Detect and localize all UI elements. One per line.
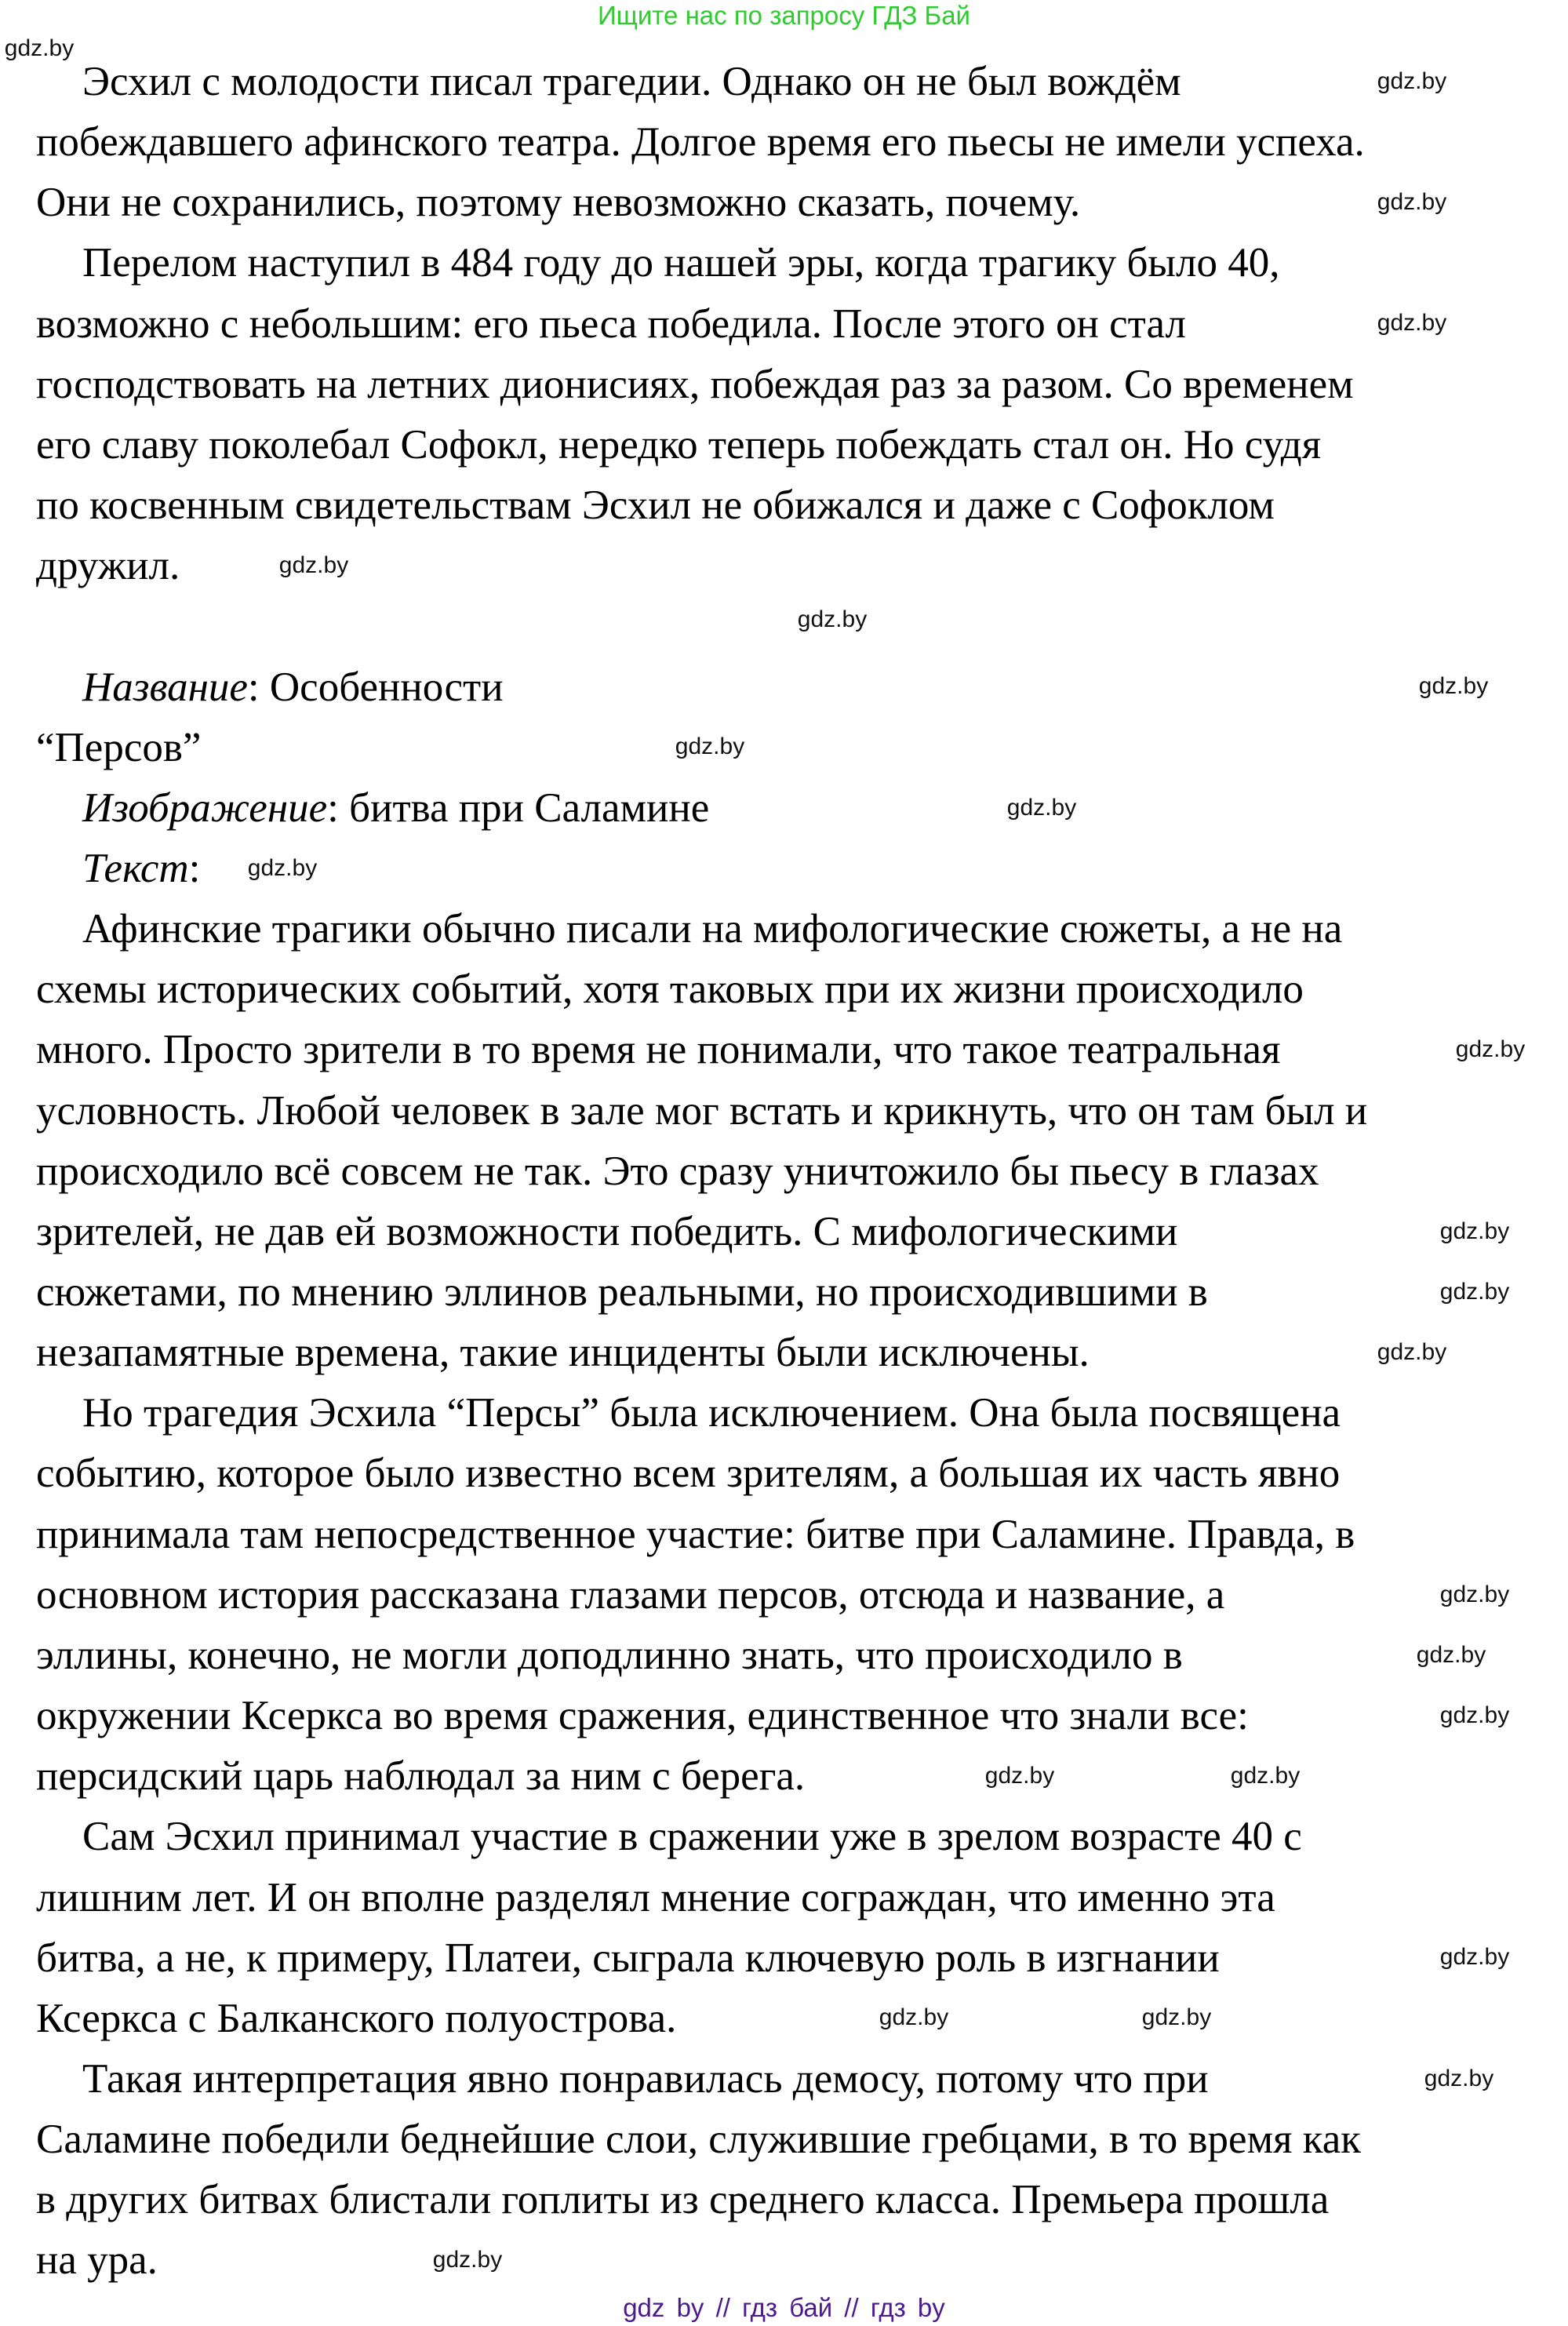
- text-line: [36, 718, 201, 778]
- text-line: [82, 52, 1181, 112]
- line-text: основном история рассказана глазами персов, отсюда и название, а: [36, 1571, 1225, 1618]
- line-text: происходило всё совсем не так. Это сразу уничтожило бы пьесу в глазах: [36, 1148, 1319, 1194]
- text-line: [36, 294, 1186, 355]
- text-line: [36, 1081, 1367, 1141]
- line-text: Такая интерпретация явно понравилась демосу, потому что при: [82, 2055, 1209, 2102]
- field-label: Изображение: [82, 784, 328, 831]
- text-line: [36, 1928, 1220, 1989]
- line-text: принимала там непосредственное участие: битве при Саламине. Правда, в: [36, 1511, 1355, 1557]
- text-line: [36, 1020, 1280, 1080]
- line-text: :: [188, 845, 201, 891]
- watermark: gdz.by: [1439, 1218, 1510, 1244]
- line-text: Эсхил с молодости писал трагедии. Однако он не был вождём: [82, 59, 1181, 104]
- line-text: зрителей, не дав ей возможности победить. С мифологическими: [36, 1208, 1178, 1254]
- line-text: незапамятные времена, такие инциденты были исключены.: [36, 1330, 1090, 1376]
- text-line: [36, 1323, 1090, 1383]
- field-label: Название: [82, 664, 248, 710]
- text-line: [36, 475, 1275, 536]
- text-line: [82, 1383, 1341, 1443]
- line-text: событию, которое было известно всем зрителям, а большая их часть явно: [36, 1451, 1341, 1497]
- line-text: Но трагедия Эсхила “Персы” была исключением. Она была посвящена: [82, 1390, 1341, 1436]
- text-line: [36, 112, 1365, 173]
- text-line: [36, 2170, 1329, 2230]
- footer-links[interactable]: gdz by // гдз бай // гдз by: [623, 2293, 945, 2322]
- field-line: [82, 839, 200, 899]
- text-line: [36, 1686, 1249, 1746]
- watermark: gdz.by: [1439, 1702, 1510, 1728]
- text-line: [82, 899, 1342, 959]
- line-text: возможно с небольшим: его пьеса победила. После этого он стал: [36, 300, 1186, 347]
- watermark: gdz.by: [1377, 310, 1447, 336]
- line-text: дружил.: [36, 543, 180, 589]
- watermark: gdz.by: [1439, 1279, 1510, 1305]
- line-text: Саламине победили беднейшие слои, служившие гребцами, в то время как: [36, 2117, 1361, 2163]
- line-text: на ура.: [36, 2237, 158, 2284]
- text-line: [36, 1202, 1177, 1262]
- line-text: господствовать на летних дионисиях, побеждая раз за разом. Со временем: [36, 361, 1354, 407]
- line-text: Перелом наступил в 484 году до нашей эры, когда трагику было 40,: [82, 240, 1280, 286]
- line-text: Афинские трагики обычно писали на мифологические сюжеты, а не на: [82, 906, 1343, 952]
- line-text: лишним лет. И он вполне разделял мнение сограждан, что именно эта: [36, 1874, 1275, 1920]
- text-line: [36, 2230, 158, 2291]
- text-line: [36, 1262, 1208, 1323]
- line-text: персидский царь наблюдал за ним с берега.: [36, 1753, 806, 1800]
- text-line: [36, 1989, 676, 2049]
- line-text: Сам Эсхил принимал участие в сражении уже в зрелом возрасте 40 с: [82, 1814, 1302, 1860]
- line-text: его славу поколебал Софокл, нередко теперь побеждать стал он. Но судя: [36, 421, 1322, 468]
- text-line: [36, 1505, 1355, 1565]
- watermark: gdz.by: [1006, 795, 1077, 821]
- field-line: [82, 657, 504, 718]
- text-line: [36, 1565, 1224, 1625]
- text-line: [82, 1807, 1302, 1867]
- text-line: [36, 2109, 1361, 2170]
- line-text: окружении Ксеркса во время сражения, единственное что знали все:: [36, 1693, 1249, 1739]
- text-line: [36, 173, 1080, 233]
- watermark: gdz.by: [1439, 1944, 1510, 1970]
- line-text: побеждавшего афинского театра. Долгое время его пьесы не имели успеха.: [36, 119, 1365, 166]
- watermark: gdz.by: [1418, 673, 1489, 699]
- text-line: [36, 415, 1321, 475]
- line-text: в других битвах блистали гоплиты из среднего класса. Премьера прошла: [36, 2177, 1330, 2223]
- watermark: gdz.by: [675, 733, 745, 759]
- line-text: Они не сохранились, поэтому невозможно сказать, почему.: [36, 180, 1081, 226]
- watermark: gdz.by: [797, 606, 868, 632]
- line-text: много. Просто зрители в то время не понимали, что такое театральная: [36, 1027, 1281, 1073]
- line-text: эллины, конечно, не могли доподлинно знать, что происходило в: [36, 1632, 1183, 1678]
- search-hint-banner: Ищите нас по запросу ГДЗ Бай: [598, 1, 970, 30]
- watermark: gdz.by: [1230, 1763, 1301, 1789]
- line-text: сюжетами, по мнению эллинов реальными, но происходившими в: [36, 1269, 1208, 1315]
- watermark: gdz.by: [4, 35, 75, 61]
- text-line: [36, 959, 1304, 1020]
- text-line: [36, 1443, 1340, 1504]
- watermark: gdz.by: [984, 1763, 1055, 1789]
- watermark: gdz.by: [432, 2247, 503, 2273]
- text-line: [36, 1746, 805, 1807]
- text-line: [82, 233, 1280, 293]
- watermark: gdz.by: [879, 2004, 949, 2030]
- text-line: [82, 2049, 1209, 2109]
- line-text: по косвенным свидетельствам Эсхил не обижался и даже с Софоклом: [36, 482, 1275, 529]
- watermark: gdz.by: [1377, 189, 1447, 215]
- line-text: “Персов”: [36, 724, 202, 770]
- line-text: условность. Любой человек в зале мог встать и крикнуть, что он там был и: [36, 1087, 1368, 1134]
- line-text: : Особенности: [247, 664, 504, 710]
- watermark: gdz.by: [1416, 1642, 1486, 1668]
- watermark: gdz.by: [278, 552, 349, 578]
- line-text: битва, а не, к примеру, Платеи, сыграла ключевую роль в изгнании: [36, 1935, 1220, 1981]
- watermark: gdz.by: [1424, 2066, 1494, 2091]
- watermark: gdz.by: [1439, 1582, 1510, 1607]
- text-line: [36, 536, 180, 596]
- line-text: схемы исторических событий, хотя таковых при их жизни происходило: [36, 966, 1304, 1013]
- watermark: gdz.by: [1455, 1036, 1526, 1062]
- text-line: [36, 355, 1354, 415]
- text-line: [36, 1868, 1275, 1928]
- line-text: Ксеркса с Балканского полуострова.: [36, 1995, 677, 2041]
- field-label: Текст: [82, 845, 189, 891]
- field-line: [82, 778, 709, 839]
- line-text: : битва при Саламине: [327, 784, 710, 831]
- watermark: gdz.by: [1141, 2004, 1212, 2030]
- text-line: [36, 1141, 1319, 1202]
- watermark: gdz.by: [247, 855, 318, 881]
- watermark: gdz.by: [1377, 1339, 1447, 1365]
- text-line: [36, 1625, 1183, 1686]
- watermark: gdz.by: [1377, 68, 1447, 94]
